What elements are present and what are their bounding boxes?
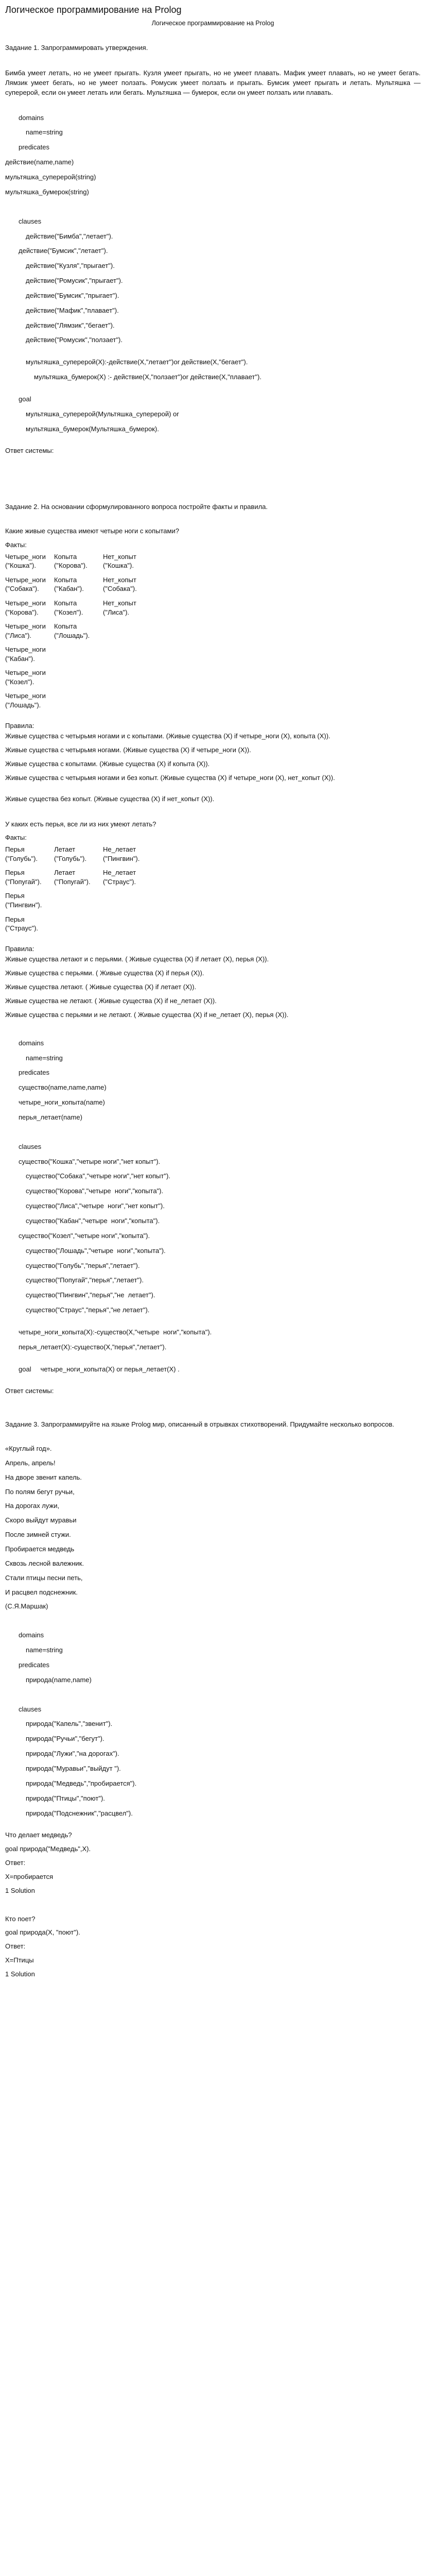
poem xyxy=(5,1444,421,1612)
poem-line: Сквозь лесной валежник. xyxy=(5,1559,84,1567)
code-rule: четыре_ноги_копыта(X):-существо(X,"четыре ноги","копыта"). xyxy=(19,1328,212,1336)
code-rule: мультяшка_суперерой(X):-действие(X,"летает")or действие(X,"бегает"). xyxy=(26,358,248,366)
fact-cell: Четыре_ноги ("Собака"). xyxy=(5,575,46,593)
code-goal: goal xyxy=(19,395,31,403)
task3-heading: Задание 3. Запрограммируйте на языке Prolog мир, описанный в отрывках стихотворений. Придумайте несколько вопросов. xyxy=(5,1420,394,1429)
fact-cell: Летает ("Попугай"). xyxy=(54,869,91,886)
code-predicates: predicates xyxy=(19,143,49,151)
rules-list-1 xyxy=(5,732,421,783)
poem-line: По полям бегут ручьи, xyxy=(5,1487,75,1496)
code-domains: domains xyxy=(19,1039,44,1047)
fact-cell: Нет_копыт ("Собака"). xyxy=(103,575,137,593)
task1-statement: Бимба умеет летать, но не умеет прыгать. Кузля умеет прыгать, но не умеет плавать. Мафик умеет плавать, но не умеет бегать. Лямзик умеет бегать, но не умеет ползать. Ромусик умеет ползать и прыгать. Бумсик умеет прыгать и летать. Мультяшка — суперерой, если он умеет летать или бегать. Мультяшка — бумерок, если он умеет ползать или плавать. xyxy=(5,69,421,96)
rule-item: Живые существа с копытами. (Живые существа (X) if копыта (X)). xyxy=(5,760,210,768)
poem-line: Стали птицы песни петь, xyxy=(5,1573,83,1582)
poem-line: Апрель, апрель! xyxy=(5,1459,56,1467)
code-fact: существо("Кошка","четыре ноги","нет копыт"). xyxy=(19,1157,161,1165)
code-domains-decl: name=string xyxy=(26,1054,63,1062)
poem-line: «Круглый год». xyxy=(5,1445,52,1453)
fact-cell: Нет_копыт ("Лиса"). xyxy=(103,599,136,616)
query: goal природа("Медведь",X). xyxy=(5,1845,91,1853)
answer-label: Ответ: xyxy=(5,1942,26,1951)
task2-code xyxy=(5,1039,421,1375)
code-fact: природа("Подснежник","расцвел"). xyxy=(26,1809,133,1817)
fact-cell xyxy=(103,691,165,709)
code-fact: действие("Лямзик","бегает"). xyxy=(26,321,115,329)
rules-label: Правила: xyxy=(5,721,34,730)
rule-item: Живые существа с перьями. ( Живые существа (X) if перья (X)). xyxy=(5,969,204,977)
question: Что делает медведь? xyxy=(5,1831,72,1839)
facts-label: Факты: xyxy=(5,541,27,549)
code-fact: существо("Пингвин","перья","не летает"). xyxy=(26,1291,155,1299)
poem-line: Пробирается медведь xyxy=(5,1545,75,1553)
solution-count: 1 Solution xyxy=(5,1970,35,1978)
code-rule: перья_летает(X):-существо(X,"перья","летает"). xyxy=(19,1343,167,1351)
rules-list-2 xyxy=(5,955,421,1020)
code-fact: природа("Медведь","пробирается"). xyxy=(26,1779,137,1787)
code-fact: действие("Бумсик","прыгает"). xyxy=(26,291,119,299)
fact-cell xyxy=(103,915,165,933)
query: goal природа(X, "поют"). xyxy=(5,1928,80,1937)
code-predicates: predicates xyxy=(19,1069,49,1077)
fact-cell: Четыре_ноги ("Козел"). xyxy=(5,669,46,686)
code-domains: domains xyxy=(19,113,44,122)
code-pred: действие(name,name) xyxy=(5,158,74,166)
rule-item: Живые существа не летают. ( Живые существа (X) if не_летает (X)). xyxy=(5,997,217,1005)
fact-cell: Перья ("Голубь"). xyxy=(5,845,38,862)
fact-cell: Четыре_ноги ("Лошадь"). xyxy=(5,692,46,709)
code-goal-line: мультяшка_суперерой(Мультяшка_суперерой) or xyxy=(26,410,179,418)
poem-line: После зимней стужи. xyxy=(5,1531,71,1539)
fact-cell: Четыре_ноги ("Кабан"). xyxy=(5,646,46,663)
poem-line: На дорогах лужи, xyxy=(5,1502,60,1510)
fact-cell: Копыта ("Корова"). xyxy=(54,552,88,570)
fact-cell: Четыре_ноги ("Корова"). xyxy=(5,599,46,616)
fact-cell xyxy=(103,891,165,909)
rule-item: Живые существа летают. ( Живые существа (X) if летает (X)). xyxy=(5,983,197,991)
code-fact: существо("Голубь","перья","летает"). xyxy=(26,1261,140,1269)
code-fact: действие("Кузля","прыгает"). xyxy=(26,262,115,270)
code-fact: природа("Лужи","на дорогах"). xyxy=(26,1750,119,1758)
task2-heading: Задание 2. На основании сформулированного вопроса постройте факты и правила. xyxy=(5,503,268,511)
facts-label: Факты: xyxy=(5,834,27,842)
fact-cell xyxy=(103,622,165,640)
fact-cell xyxy=(54,915,103,933)
facts-table-1 xyxy=(5,552,421,710)
poem-line: И расцвел подснежник. xyxy=(5,1588,78,1596)
code-pred: природа(name,name) xyxy=(26,1675,92,1684)
code-pred: мультяшка_бумерок(string) xyxy=(5,188,89,196)
rule-item: Живые существа с перьями и не летают. ( Живые существа (X) if не_летает (X), перья (X)). xyxy=(5,1010,289,1019)
rule-item: Живые существа с четырьмя ногами и с копытами. (Живые существа (X) if четыре_ноги (X), копыта (X)). xyxy=(5,732,330,740)
code-predicates: predicates xyxy=(19,1660,49,1669)
code-fact: природа("Ручьи","бегут"). xyxy=(26,1735,104,1743)
fact-cell xyxy=(54,691,103,709)
page-title: Логическое программирование на Prolog xyxy=(5,5,182,15)
rule-item: Живые существа с четырьмя ногами. (Живые существа (X) if четыре_ноги (X)). xyxy=(5,746,251,754)
fact-cell xyxy=(54,645,103,663)
fact-cell: Не_летает ("Страус"). xyxy=(103,869,136,886)
code-domains-decl: name=string xyxy=(26,1646,63,1654)
code-clauses: clauses xyxy=(19,217,42,225)
code-clauses: clauses xyxy=(19,1705,42,1713)
fact-cell xyxy=(103,645,165,663)
fact-cell: Не_летает ("Пингвин"). xyxy=(103,845,140,862)
code-fact: действие("Бумсик","летает"). xyxy=(19,247,108,255)
task1-code xyxy=(5,113,421,434)
poem-line: На дворе звенит капель. xyxy=(5,1473,82,1481)
page-subtitle: Логическое программирование на Prolog xyxy=(151,20,274,27)
rules-label: Правила: xyxy=(5,944,34,953)
task1-answer-label: Ответ системы: xyxy=(5,447,54,455)
answer-label: Ответ: xyxy=(5,1859,26,1867)
question-answer-1 xyxy=(5,1831,421,1895)
task2-answer-label: Ответ системы: xyxy=(5,1387,54,1395)
code-fact: действие("Ромусик","прыгает"). xyxy=(26,277,123,285)
rule-item: Живые существа летают и с перьями. ( Живые существа (X) if летает (X), перья (X)). xyxy=(5,955,269,963)
document xyxy=(0,3,426,1998)
code-fact: существо("Козел","четыре ноги","копыта"). xyxy=(19,1231,150,1240)
task1-heading: Задание 1. Запрограммировать утверждения. xyxy=(5,44,148,52)
answer-value: X=Птицы xyxy=(5,1956,34,1964)
fact-cell: Четыре_ноги ("Кошка"). xyxy=(5,552,46,570)
code-goal-line: мультяшка_бумерок(Мультяшка_бумерок). xyxy=(26,425,159,433)
code-fact: существо("Собака","четыре ноги","нет копыт"). xyxy=(26,1172,170,1180)
code-pred: четыре_ноги_копыта(name) xyxy=(19,1098,105,1107)
code-fact: существо("Лиса","четыре ноги","нет копыт"). xyxy=(26,1202,165,1210)
fact-cell: Четыре_ноги ("Лиса"). xyxy=(5,622,46,639)
code-pred: существо(name,name,name) xyxy=(19,1083,107,1092)
fact-cell xyxy=(103,668,165,686)
code-clauses: clauses xyxy=(19,1142,42,1150)
rule-item: Живые существа с четырьмя ногами и без копыт. (Живые существа (X) if четыре_ноги (X), нет_копыт (X)). xyxy=(5,773,335,782)
task2-question-2: У каких есть перья, все ли из них умеют летать? xyxy=(5,820,156,828)
code-domains: domains xyxy=(19,1631,44,1639)
code-fact: существо("Страус","перья","не летает"). xyxy=(26,1306,150,1314)
code-goal: goal четыре_ноги_копыта(X) or перья_летает(X) . xyxy=(19,1365,180,1373)
code-fact: природа("Птицы","поют"). xyxy=(26,1794,105,1802)
fact-cell: Нет_копыт ("Кошка"). xyxy=(103,552,136,570)
code-rule: мультяшка_бумерок(X) :- действие(X,"ползает")or действие(X,"плавает"). xyxy=(34,373,261,381)
poem-line: Скоро выйдут муравьи xyxy=(5,1516,77,1524)
task2-question-1: Какие живые существа имеют четыре ноги с копытами? xyxy=(5,527,179,535)
task3-code xyxy=(5,1631,421,1818)
code-pred: мультяшка_суперерой(string) xyxy=(5,173,96,181)
answer-value: X=пробирается xyxy=(5,1872,54,1880)
code-fact: действие("Ромусик","ползает"). xyxy=(26,336,123,344)
code-fact: существо("Лошадь","четыре ноги","копыта"). xyxy=(26,1246,166,1255)
poem-author: (С.Я.Маршак) xyxy=(5,1602,48,1611)
fact-cell: Копыта ("Лошадь"). xyxy=(54,622,90,639)
code-fact: существо("Попугай","перья","летает"). xyxy=(26,1276,144,1284)
fact-cell: Копыта ("Козел"). xyxy=(54,599,83,616)
fact-cell: Перья ("Попугай"). xyxy=(5,869,42,886)
rule-item: Живые существа без копыт. (Живые существа (X) if нет_копыт (X)). xyxy=(5,794,215,803)
fact-cell: Летает ("Голубь"). xyxy=(54,845,87,862)
fact-cell xyxy=(54,668,103,686)
fact-cell: Перья ("Страус"). xyxy=(5,915,39,933)
code-fact: существо("Корова","четыре ноги","копыта"). xyxy=(26,1187,164,1195)
code-fact: природа("Капель","звенит"). xyxy=(26,1720,113,1728)
code-domains-decl: name=string xyxy=(26,128,63,137)
code-pred: перья_летает(name) xyxy=(19,1113,82,1121)
question: Кто поет? xyxy=(5,1914,36,1923)
code-fact: природа("Муравьи","выйдут "). xyxy=(26,1764,121,1772)
solution-count: 1 Solution xyxy=(5,1886,35,1894)
facts-table-2 xyxy=(5,845,421,933)
fact-cell: Перья ("Пингвин"). xyxy=(5,892,42,909)
fact-cell: Копыта ("Кабан"). xyxy=(54,575,84,593)
question-answer-2 xyxy=(5,1914,421,1979)
code-fact: действие("Бимба","летает"). xyxy=(26,232,113,240)
code-fact: действие("Мафик","плавает"). xyxy=(26,306,119,314)
fact-cell xyxy=(54,891,103,909)
code-fact: существо("Кабан","четыре ноги","копыта"). xyxy=(26,1216,160,1225)
